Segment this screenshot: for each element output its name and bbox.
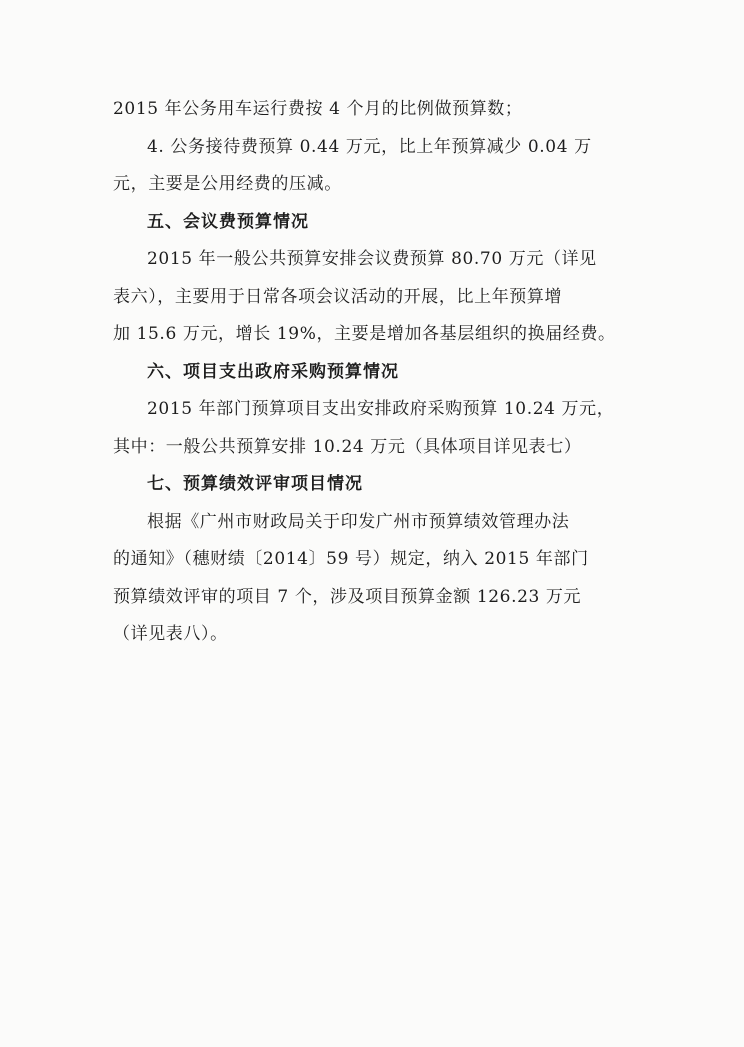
paragraph-line: 2015 年部门预算项目支出安排政府采购预算 10.24 万元， bbox=[147, 399, 615, 419]
paragraph-line: 其中：一般公共预算安排 10.24 万元（具体项目详见表七） bbox=[113, 436, 582, 457]
paragraph-line: 2015 年公务用车运行费按 4 个月的比例做预算数； bbox=[113, 99, 523, 119]
paragraph-line: 的通知》（穗财绩〔2014〕59 号）规定，纳入 2015 年部门 bbox=[113, 549, 589, 569]
paragraph-line: 加 15.6 万元，增长 19%，主要是增加各基层组织的换届经费。 bbox=[113, 324, 616, 344]
document-body bbox=[113, 91, 643, 654]
paragraph-line: 表六），主要用于日常各项会议活动的开展，比上年预算增 bbox=[113, 286, 563, 307]
paragraph-line: 4. 公务接待费预算 0.44 万元，比上年预算减少 0.04 万 bbox=[147, 136, 592, 157]
paragraph-line: （详见表八）。 bbox=[113, 624, 228, 644]
paragraph-line: 2015 年一般公共预算安排会议费预算 80.70 万元（详见 bbox=[147, 249, 597, 269]
section-heading-7: 七、预算绩效评审项目情况 bbox=[147, 474, 363, 494]
section-heading-6: 六、项目支出政府采购预算情况 bbox=[147, 361, 399, 382]
paragraph-line: 元，主要是公用经费的压减。 bbox=[113, 174, 342, 194]
paragraph-line: 根据《广州市财政局关于印发广州市预算绩效管理办法 bbox=[147, 511, 570, 532]
section-heading-5: 五、会议费预算情况 bbox=[147, 211, 309, 232]
paragraph-line: 预算绩效评审的项目 7 个，涉及项目预算金额 126.23 万元 bbox=[113, 586, 582, 607]
